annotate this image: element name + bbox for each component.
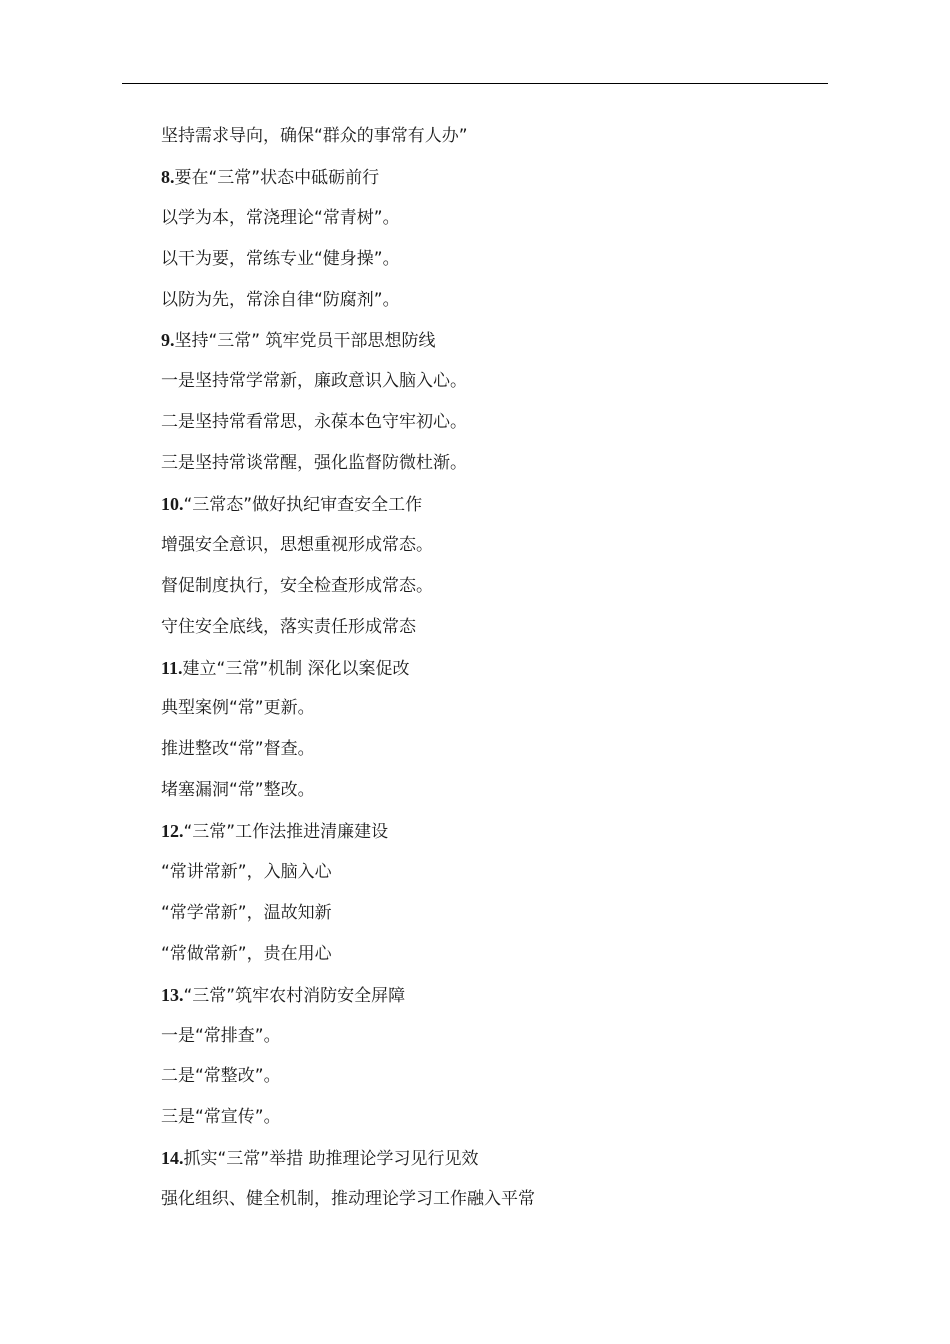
section-number: 14. (161, 1148, 184, 1169)
paragraph-line (161, 607, 861, 648)
line-text: “常做常新”，贵在用心 (161, 943, 332, 964)
line-text: 三是坚持常谈常醒，强化监督防微杜渐。 (161, 453, 467, 474)
section-number: 8. (161, 166, 175, 187)
section-number: 9. (161, 330, 175, 351)
line-text: 以学为本，常浇理论“常青树”。 (161, 207, 400, 228)
section-heading (161, 975, 861, 1016)
line-text: “常讲常新”，入脑入心 (161, 862, 332, 883)
paragraph-line (161, 729, 861, 770)
line-text: 堵塞漏洞“常”整改。 (161, 780, 315, 801)
section-title: 要在“三常”状态中砥砺前行 (174, 167, 380, 188)
paragraph-line (161, 566, 861, 607)
document-body (161, 116, 861, 1220)
line-text: 坚持需求导向，确保“群众的事常有人办” (161, 126, 468, 146)
paragraph-line (161, 934, 861, 975)
section-title: “三常”工作法推进清廉建设 (183, 822, 389, 843)
section-number: 10. (161, 494, 184, 515)
section-heading (161, 1138, 861, 1179)
section-title: 抓实“三常”举措 助推理论学习见行见效 (183, 1149, 479, 1170)
paragraph-line (161, 852, 861, 893)
line-text: “常学常新”，温故知新 (161, 902, 332, 923)
line-text: 一是坚持常学常新，廉政意识入脑入心。 (161, 371, 467, 392)
paragraph-line (161, 1056, 861, 1097)
line-text: 三是“常宣传”。 (161, 1107, 281, 1128)
line-text: 督促制度执行，安全检查形成常态。 (161, 575, 433, 596)
paragraph-line (161, 443, 861, 484)
section-number: 12. (161, 821, 184, 842)
paragraph-line (161, 1016, 861, 1057)
line-text: 二是“常整改”。 (161, 1066, 281, 1087)
paragraph-line (161, 1179, 861, 1220)
section-title: 建立“三常”机制 深化以案促改 (182, 658, 410, 679)
section-heading (161, 484, 861, 525)
paragraph-line (161, 1097, 861, 1138)
line-text: 增强安全意识，思想重视形成常态。 (161, 534, 433, 555)
paragraph-line (161, 198, 861, 239)
section-number: 11. (161, 657, 183, 678)
line-text: 以干为要，常练专业“健身操”。 (161, 248, 400, 269)
section-heading (161, 157, 861, 198)
header-rule (122, 83, 828, 84)
section-title: “三常”筑牢农村消防安全屏障 (183, 985, 406, 1006)
line-text: 二是坚持常看常思，永葆本色守牢初心。 (161, 412, 467, 433)
line-text: 守住安全底线，落实责任形成常态 (161, 616, 416, 637)
paragraph-line (161, 525, 861, 566)
paragraph-line (161, 402, 861, 443)
paragraph-line (161, 280, 861, 321)
paragraph-line (161, 688, 861, 729)
section-heading (161, 811, 861, 852)
line-text: 一是“常排查”。 (161, 1025, 281, 1046)
line-text: 推进整改“常”督查。 (161, 739, 315, 760)
paragraph-line (161, 361, 861, 402)
line-text: 强化组织、健全机制，推动理论学习工作融入平常 (161, 1189, 535, 1210)
section-heading (161, 648, 861, 689)
section-title: 坚持“三常” 筑牢党员干部思想防线 (174, 331, 436, 352)
paragraph-line (161, 239, 861, 280)
paragraph-line (161, 893, 861, 934)
paragraph-line (161, 770, 861, 811)
section-heading (161, 320, 861, 361)
section-title: “三常态”做好执纪审查安全工作 (183, 495, 423, 516)
section-number: 13. (161, 984, 184, 1005)
line-text: 典型案例“常”更新。 (161, 698, 315, 719)
line-text: 以防为先，常涂自律“防腐剂”。 (161, 289, 400, 310)
paragraph-line (161, 116, 861, 157)
